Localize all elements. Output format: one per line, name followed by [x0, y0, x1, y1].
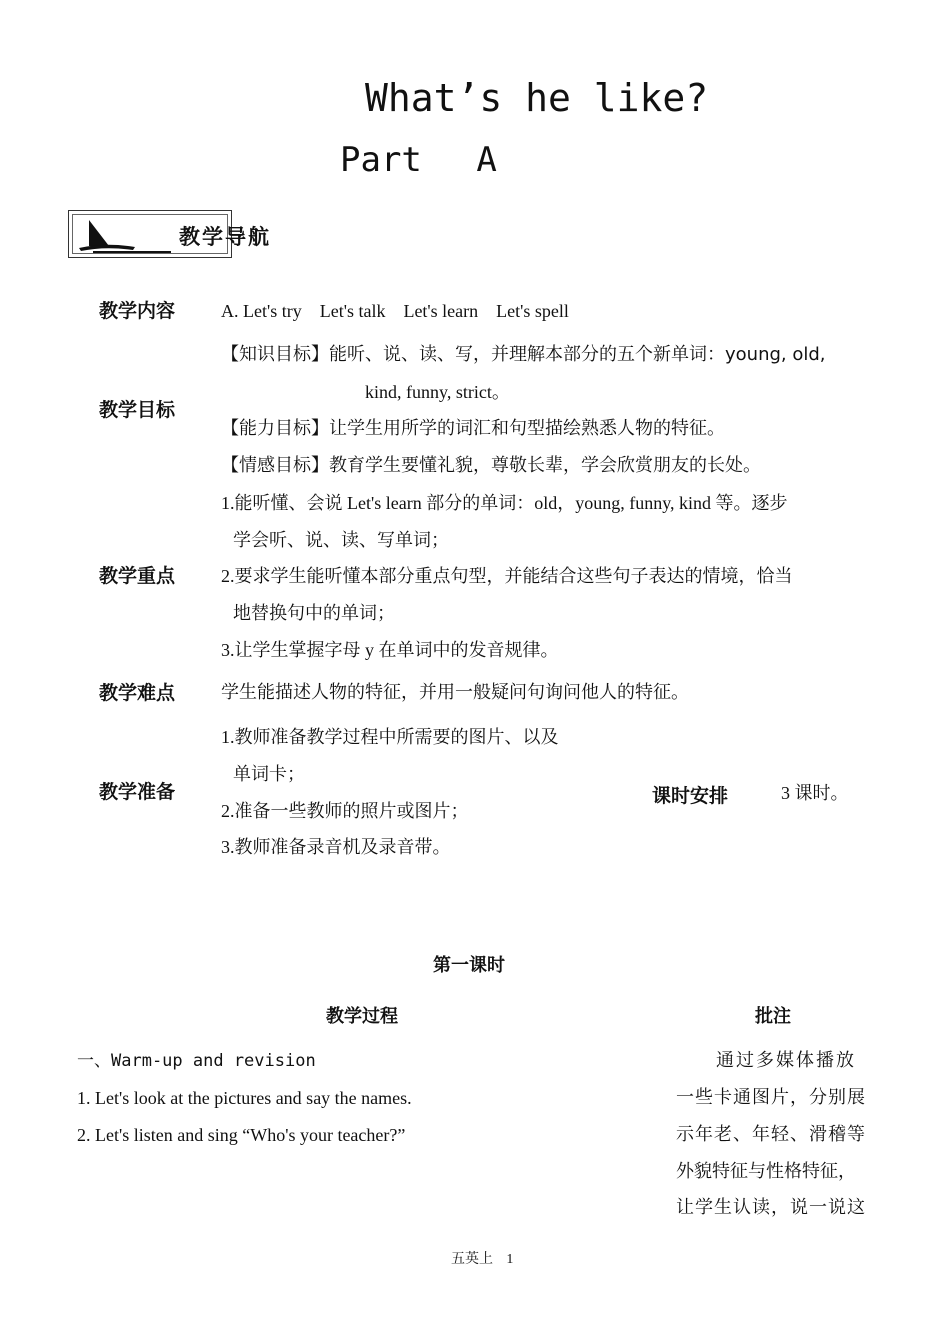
process-item: 1. Let's look at the pictures and say the names. [77, 1088, 412, 1108]
preparation-line: 2.准备一些教师的照片或图片； [221, 801, 469, 821]
note-line: 示年老、年轻、滑稽等 [676, 1124, 866, 1144]
lesson-heading: 第一课时 [433, 955, 505, 976]
row-text-content: A. Let's try Let's talk Let's learn Let's spell [221, 301, 569, 321]
key-point-line: 地替换句中的单词； [233, 603, 395, 623]
page-subtitle: Part A [340, 140, 497, 180]
schedule-label: 课时安排 [652, 785, 729, 807]
goal-knowledge-continued: kind, funny, strict。 [365, 382, 510, 402]
row-label-content: 教学内容 [99, 300, 176, 322]
note-line: 让学生认读，说一说这 [676, 1197, 866, 1217]
note-line: 通过多媒体播放 [716, 1050, 856, 1070]
key-point-line: 3.让学生掌握字母 y 在单词中的发音规律。 [221, 640, 559, 660]
key-point-line: 1.能听懂、会说 Let's learn 部分的单词：old，young, funny, kind 等。逐步 [221, 493, 788, 513]
goal-ability-line: 【能力目标】让学生用所学的词汇和句型描绘熟悉人物的特征。 [221, 418, 725, 439]
notes-heading: 批注 [755, 1006, 791, 1027]
row-label-goals: 教学目标 [99, 399, 176, 421]
goal-emotion-line: 【情感目标】教育学生要懂礼貌，尊敬长辈，学会欣赏朋友的长处。 [221, 455, 761, 476]
row-label-difficulty: 教学难点 [99, 682, 176, 704]
preparation-line: 3.教师准备录音机及录音带。 [221, 837, 451, 857]
row-label-preparation: 教学准备 [99, 781, 176, 803]
banner-title: 教学导航 [179, 225, 271, 249]
teaching-guide-banner [68, 210, 271, 258]
row-label-key: 教学重点 [99, 565, 176, 587]
footer-page-number: 1 [506, 1252, 514, 1267]
process-heading: 教学过程 [326, 1006, 398, 1027]
note-line: 一些卡通图片，分别展 [676, 1087, 866, 1107]
note-line: 外貌特征与性格特征， [676, 1161, 856, 1181]
preparation-line: 单词卡； [233, 764, 305, 784]
row-text-difficulty: 学生能描述人物的特征，并用一般疑问句询问他人的特征。 [221, 682, 689, 702]
key-point-line: 2.要求学生能听懂本部分重点句型，并能结合这些句子表达的情境，恰当 [221, 566, 793, 586]
process-item: 2. Let's listen and sing “Who's your teacher?” [77, 1125, 406, 1145]
section-warm-up: 一、Warm-up and revision [77, 1051, 316, 1071]
schedule-value: 3 课时。 [781, 783, 849, 803]
goal-knowledge-line: 【知识目标】能听、说、读、写，并理解本部分的五个新单词：young, old, [221, 344, 826, 365]
key-point-line: 学会听、说、读、写单词； [233, 530, 449, 550]
page-title: What’s he like? [365, 76, 709, 120]
footer-book: 五英上 [451, 1251, 493, 1267]
preparation-line: 1.教师准备教学过程中所需要的图片、以及 [221, 727, 559, 747]
page-footer [451, 1248, 513, 1268]
sailboat-icon [75, 216, 175, 254]
